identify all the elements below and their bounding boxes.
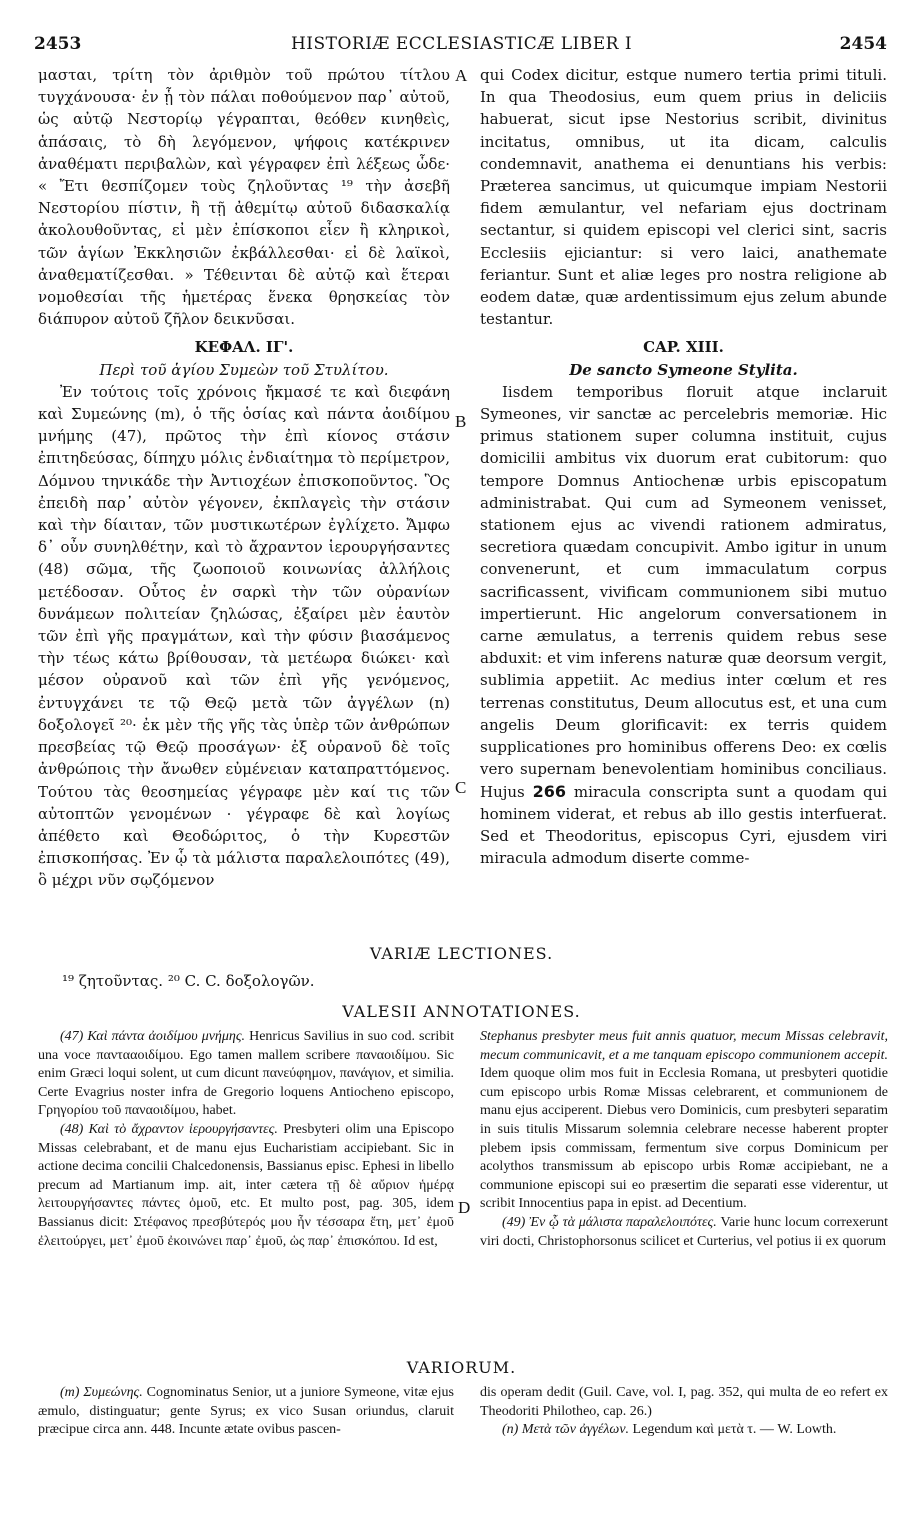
note-49-lemma: (49) Ἐν ᾧ τὰ μάλιστα παραλελοιπότες.	[502, 1214, 717, 1230]
note-48-continued-italic: Stephanus presbyter meus fuit annis quatuor, mecum Missas celebravit, mecum communicavit, et a me tanquam episcopo communionem accepit.	[480, 1029, 888, 1063]
variorum-note-m-text: Cognominatus Senior, ut a juniore Symeone, vitæ ejus æmulo, distinguatur; gente Syrus; ex vico Susan oriundus, claruit præcipue circa ann. 448. Incunte ætate ovibus pascen-	[38, 1385, 454, 1438]
variae-lectiones-text: ¹⁹ ζητοῦντας. ²⁰ C. C. δοξολογῶν.	[62, 972, 315, 990]
greek-chapter-subtitle: Περὶ τοῦ ἁγίου Συμεὼν τοῦ Στυλίτου.	[99, 360, 389, 379]
running-title: HISTORIÆ ECCLESIASTICÆ LIBER I	[290, 34, 633, 54]
note-49-text: Varie hunc locum correxerunt viri docti, Christophorsonus scilicet et Curterius, vel potius ii ex quorum	[480, 1214, 888, 1249]
latin-paragraph-2b: miracula conscripta sunt a quodam qui hominem viderat, et rebus ab illo gestis interfuerat. Sed et Theodoritus, episcopus Cyri, ejusdem viri miracula admodum diserte comme-	[480, 782, 887, 868]
note-48-text: Presbyteri olim una Episcopo Missas celebrabant, et de manu ejus Eucharistiam accipiebant. Sic in actione decima concilii Chalcedonensis, Bassianus episc. Ephesi in libello precum ad Martianum imp. ait, inter cætera τῇ δὲ αὔριον ἡμέρᾳ λειτουργήσαντες πάντες ὁμοῦ, etc. Et multo post, pag. 305, idem Bassianus dicit: Στέφανος πρεσβύτερός μου ἦν τέσσαρα ἔτη, μετ᾽ ἐμοῦ ἐλειτούργει, μετ᾽ ἐμοῦ ἐκοινώνει παρ᾽ ἐμοῦ, ὡς παρ᾽ ἐπισκόπου. Id est,	[38, 1121, 455, 1249]
variorum-note-m-lemma: (m) Συμεώνης.	[60, 1385, 143, 1400]
page-number-left: 2453	[34, 34, 82, 54]
page-number-right: 2454	[839, 34, 887, 54]
margin-letter-d: D	[458, 1198, 471, 1217]
variorum-right	[480, 1384, 888, 1440]
page-header	[0, 34, 923, 58]
latin-paragraph-2	[480, 381, 887, 869]
variorum-note-m-continued: dis operam dedit (Guil. Cave, vol. I, pag. 352, qui multa de eo refert ex Theodoriti Philotheo, cap. 26.)	[480, 1385, 888, 1419]
variorum-note-m	[38, 1384, 454, 1440]
latin-paragraph-2a: Iisdem temporibus floruit atque inclaruit Symeones, vir sanctæ ac percelebris memoriæ. Hic primus stationem super columna instituit, cujus domicilii ambitus vix duorum erat cubitorum: quo tempore Domnus Antiochenæ urbis episcopatum administrabat. Qui cum ad Symeonem venisset, stationem ejus ac vivendi rationem admiratus, secretiora quædam concupivit. Ambo igitur in unum convenerunt, et cum immaculatum corpus sacrificassent, vivificam communionem sibi mutuo impertierunt. Hic angelorum conversationem in carne æmulatus, a terrenis quidem rebus sese abduxit: et vim inferens naturæ quæ deorsum vergit, sublimia appetiit. Ac medius inter cœlum et res terrenas constitutus, Deum allocutus est, et una cum angelis Deum glorificavit: ex terris quidem supplicationes pro hominibus offerens Deo: ex cœlis vero supernam benevolentiam hominibus conciliaus. Hujus	[480, 382, 887, 801]
note-49	[480, 1214, 888, 1251]
note-47-lemma: (47) Καὶ πάντα ἀοιδίμου μνήμης.	[60, 1029, 246, 1044]
note-47	[38, 1028, 454, 1121]
margin-letter-a: A	[455, 66, 468, 85]
column-marker: 266	[532, 781, 567, 801]
greek-paragraph-1: μασται, τρίτη τὸν ἀριθμὸν τοῦ πρώτου τίτλου τυγχάνουσα· ἐν ᾗ τὸν πάλαι ποθούμενον παρ᾽ αὐτοῦ, ὡς αὐτῷ Νεστορίῳ γέγραπται, θεόθεν κινηθεὶς, ἁπάσαις, τὸ δὴ λεγόμενον, ψήφοις κατέκρινεν ἀναθέματι περιβαλὼν, καὶ γέγραφεν ἐπὶ λέξεως ὧδε· « Ἔτι θεσπίζομεν τοὺς ζηλοῦντας ¹⁹ τὴν ἀσεβῆ Νεστορίου πίστιν, ἢ τῇ ἀθεμίτῳ αὐτοῦ διδασκαλίᾳ ἀκολουθοῦντας, εἰ μὲν ἐπίσκοποι εἶεν ἢ κληρικοὶ, τῶν ἁγίων Ἐκκλησιῶν ἐκβάλλεσθαι· εἰ δὲ λαϊκοὶ, ἀναθεματίζεσθαι. » Τέθεινται δὲ αὐτῷ καὶ ἕτεραι νομοθεσίαι τῆς ἡμετέρας ἕνεκα θρησκείας τὸν διάπυρον αὐτοῦ ζῆλον δεικνῦσαι.	[38, 66, 450, 329]
latin-column	[480, 64, 887, 869]
note-47-text: Henricus Savilius in suo cod. scribit una voce παντααοιδίμου. Ego tamen mallem scribere παναοιδίμου. Sic enim Græci loqui solent, ut cum dicunt πανεύφημον, πανάγιον, et similia. Certe Evagrius noster infra de Gregorio loquens Antiocheno episcopo, Γρηγορίου τοῦ παναοιδίμου, habet.	[38, 1029, 454, 1119]
variae-lectiones-title: VARIÆ LECTIONES.	[369, 944, 554, 963]
greek-column	[38, 64, 450, 892]
valesii-title: VALESII ANNOTATIONES.	[342, 1002, 581, 1021]
margin-letter-b: B	[455, 412, 467, 431]
margin-letter-c: C	[455, 778, 467, 797]
note-48	[38, 1121, 454, 1251]
variorum-note-n	[480, 1421, 888, 1440]
valesii-notes-left	[38, 1028, 454, 1251]
greek-paragraph-2: Ἐν τούτοις τοῖς χρόνοις ἤκμασέ τε καὶ διεφάνη καὶ Συμεώνης (m), ὁ τῆς ὁσίας καὶ πάντα ἀοιδίμου μνήμης (47), πρῶτος τὴν ἐπὶ κίονος στάσιν ἐπιτηδεύσας, δίπηχυ μόλις ἐνδιαίτημα τὸ περίμετρον, Δόμνου τηνικάδε τὴν Ἀντιοχέων ἐπισκοποῦντος. Ὃς ἐπειδὴ παρ᾽ αὐτὸν γέγονεν, ἐκπλαγεὶς τὴν στάσιν καὶ τὴν δίαιταν, τῶν μυστικωτέρων ἐγλίχετο. Ἄμφω δ᾽ οὖν συνηλθέτην, καὶ τὸ ἄχραντον ἱερουργήσαντες (48) σῶμα, τῆς ζωοποιοῦ κοινωνίας ἀλλήλοις μετέδοσαν. Οὗτος ἐν σαρκὶ τὴν τῶν οὐρανίων δυνάμεων πολιτείαν ζηλώσας, ἐξαίρει μὲν ἑαυτὸν τῶν ἐπὶ γῆς πραγμάτων, καὶ τὴν φύσιν βιασάμενος τὴν τέως κάτω βρίθουσαν, τὰ μετέωρα διώκει· καὶ μέσον οὐρανοῦ καὶ τῶν ἐπὶ γῆς γενόμενος, ἐντυγχάνει τε τῷ Θεῷ μετὰ τῶν ἀγγέλων (n) δοξολογεῖ ²⁰· ἐκ μὲν τῆς γῆς τὰς ὑπὲρ τῶν ἀνθρώπων πρεσβείας τῷ Θεῷ προσάγων· ἐξ οὐρανοῦ δὲ τοῖς ἀνθρώποις τὴν ἄνωθεν εὐμένειαν καταπραττόμενος. Τούτου τὰς θεοσημείας γέγραφε μὲν καί τις τῶν αὐτοπτῶν γενομένων · γέγραφε δὲ καὶ λογίως ἀπέθετο καὶ Θεοδώριτος, ὁ τὴν Κυρεστῶν ἐπισκοπήσας. Ἐν ᾧ τὰ μάλιστα παραλελοιπότες (49), ὃ μέχρι νῦν σῳζόμενον	[38, 382, 450, 890]
variorum-note-n-lemma: (n) Μετὰ τῶν ἀγγέλων.	[502, 1422, 630, 1438]
variorum-title: VARIORUM.	[406, 1358, 517, 1377]
variorum-left	[38, 1384, 454, 1440]
note-48-continued	[480, 1028, 888, 1214]
latin-chapter-subtitle: De sancto Symeone Stylita.	[569, 360, 798, 379]
latin-paragraph-1: qui Codex dicitur, estque numero tertia primi tituli. In qua Theodosius, eum quem prius in deliciis habuerat, sicut ipse Nestorius scribit, divinitus incitatus, omnibus, ut ita dicam, calculis condemnavit, anathema ei denuntians his verbis: Præterea sancimus, ut quicumque impiam Nestorii fidem æmulantur, vel nefariam ejus doctrinam sectantur, si quidem episcopi vel clerici sint, sacris Ecclesiis ejiciantur: si vero laici, anathemate feriantur. Sunt et aliæ leges pro nostra religione ab eodem datæ, quæ ardentissimum ejus zelum abunde testantur.	[480, 66, 887, 329]
variorum-note-n-text: Legendum καὶ μετὰ τ. — W. Lowth.	[632, 1422, 837, 1438]
note-48-lemma: (48) Καὶ τὸ ἄχραντον ἱερουργήσαντες.	[60, 1121, 278, 1137]
valesii-notes-right	[480, 1028, 888, 1251]
greek-chapter-heading: ΚΕΦΑΛ. ΙΓ'.	[194, 338, 294, 357]
note-48-continued-text: Idem quoque olim mos fuit in Ecclesia Romana, ut presbyteri quotidie cum episcopo urbis Romæ Missas celebrarent, et communionem de manu ejus acciperent. Diebus vero Dominicis, cum presbyteri separatim in suis titulis Missarum solemnia celebrare necesse haberent propter plebem ipsis commissam, fermentum sive corpus Dominicum per acolythos transmissum ab episcopo urbis Romæ accipiebant, ne a communione episcopi sui eo præsertim die separati esse viderentur, ut scribit Innocentius papa in epist. ad Decentium.	[480, 1066, 888, 1212]
latin-chapter-heading: CAP. XIII.	[643, 338, 724, 357]
